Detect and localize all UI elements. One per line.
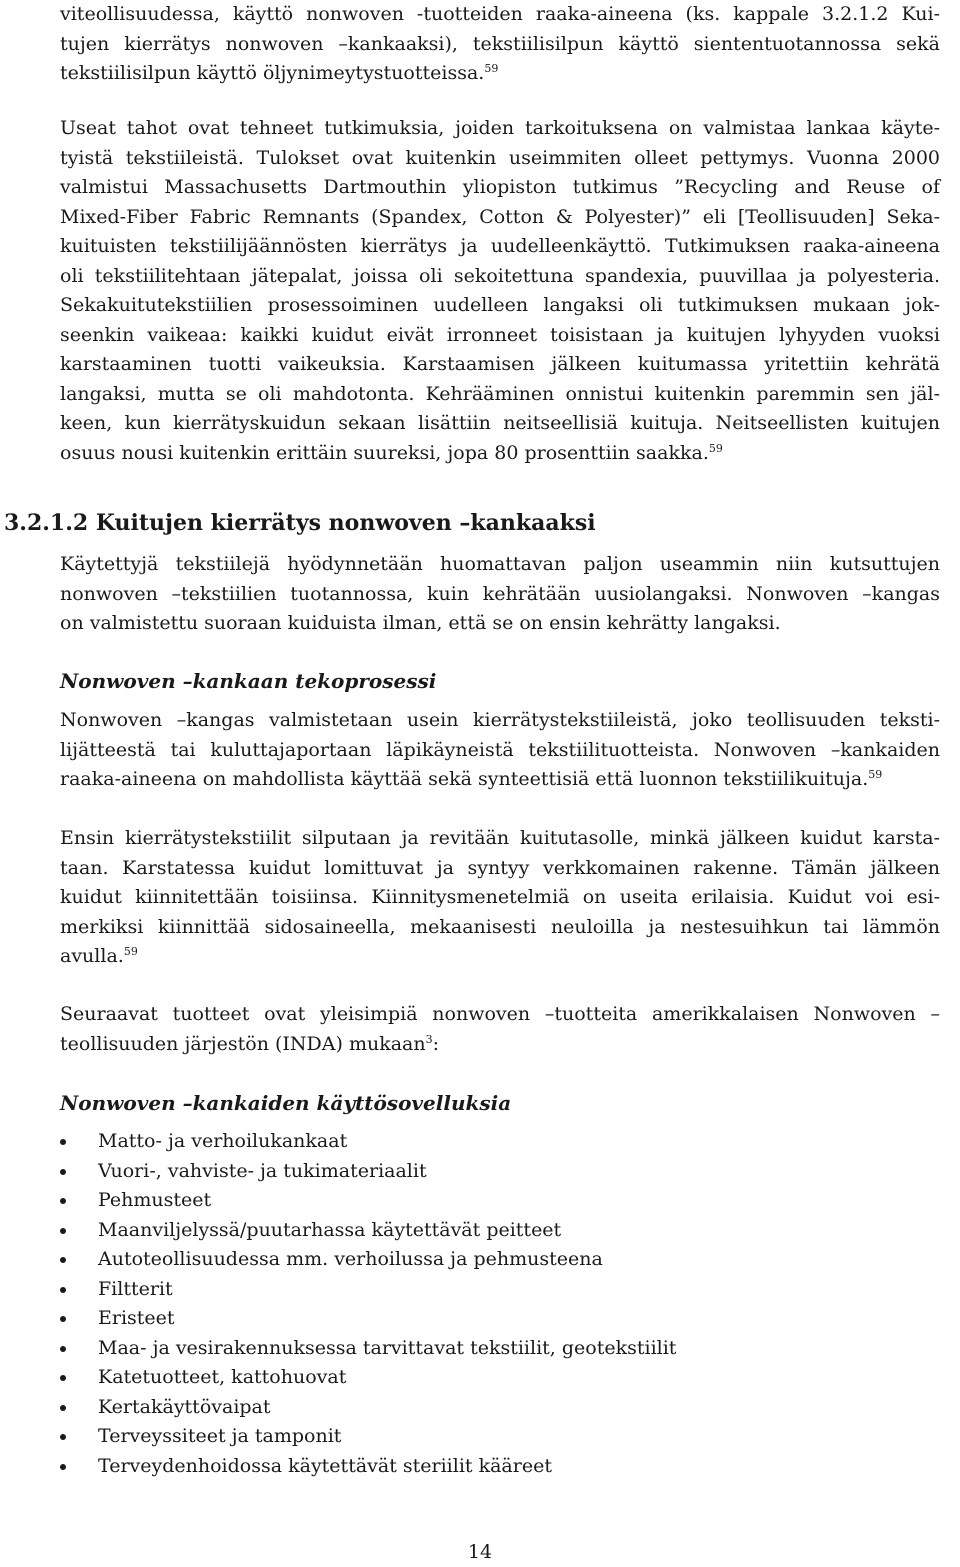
paragraph-process — [60, 706, 940, 795]
bullet-icon — [60, 1228, 66, 1234]
list-item: Eristeet — [60, 1304, 940, 1334]
list-item: Terveyssiteet ja tamponit — [60, 1422, 940, 1452]
bullet-icon — [60, 1316, 66, 1322]
text-line: Käytettyjä tekstiilejä hyödynnetään huomattavan paljon useammin niin kutsuttujen — [60, 553, 940, 575]
text-line: Mixed-Fiber Fabric Remnants (Spandex, Cotton & Polyester)” eli [Teollisuuden] Seka- — [60, 205, 940, 228]
applications-list — [60, 1127, 940, 1481]
list-item: Katetuotteet, kattohuovat — [60, 1363, 940, 1393]
list-item: Kertakäyttövaipat — [60, 1393, 940, 1423]
bullet-icon — [60, 1346, 66, 1352]
list-item: Vuori-, vahviste- ja tukimateriaalit — [60, 1157, 940, 1187]
footnote-ref: 3 — [425, 1032, 433, 1046]
bullet-icon — [60, 1198, 66, 1204]
bullet-icon — [60, 1464, 66, 1470]
text-line: teollisuuden järjestön (INDA) mukaan$^3$: — [60, 1032, 440, 1055]
list-item: Matto- ja verhoilukankaat — [60, 1127, 940, 1157]
text-line: tujen kierrätys nonwoven –kankaaksi), tekstiilisilpun käyttö siententuotannossa sekä — [60, 32, 940, 55]
list-item: Maanviljelyssä/puutarhassa käytettävät peitteet — [60, 1216, 940, 1246]
paragraph-products-intro — [60, 1000, 940, 1059]
text-line: tekstiilisilpun käyttö öljynimeytystuotteissa.$^{59}$ — [60, 62, 499, 84]
bullet-icon — [60, 1139, 66, 1145]
paragraph-nonwoven-intro — [60, 550, 940, 639]
text-line: tyistä tekstiileistä. Tulokset ovat kuitenkin useimmiten olleet pettymys. Vuonna 2000 — [60, 146, 940, 169]
text-line: karstaaminen tuotti vaikeuksia. Karstaamisen jälkeen kuitumassa yritettiin kehrätä — [60, 353, 940, 375]
text-line: on valmistettu suoraan kuiduista ilman, että se on ensin kehrätty langaksi. — [60, 612, 781, 634]
bullet-icon — [60, 1405, 66, 1411]
text-line: Seuraavat tuotteet ovat yleisimpiä nonwoven –tuotteita amerikkalaisen Nonwoven – — [60, 1003, 940, 1025]
paragraph-process-steps — [60, 824, 940, 972]
text-line: Nonwoven –kangas valmistetaan usein kierrätystekstiileistä, joko teollisuuden teksti- — [60, 709, 940, 731]
text-line: lijätteestä tai kuluttajaportaan läpikäyneistä tekstiilituotteista. Nonwoven –kankaiden — [60, 738, 940, 761]
text-line: taan. Karstatessa kuidut lomittuvat ja syntyy verkkomainen rakenne. Tämän jälkeen — [60, 856, 940, 879]
list-item: Terveydenhoidossa käytettävät steriilit kääreet — [60, 1452, 940, 1482]
bullet-icon — [60, 1287, 66, 1293]
footnote-ref: 59 — [708, 441, 723, 455]
text-line: Ensin kierrätystekstiilit silputaan ja revitään kuitutasolle, minkä jälkeen kuidut karsta- — [60, 827, 940, 849]
list-item: Pehmusteet — [60, 1186, 940, 1216]
paragraph-research — [60, 114, 940, 468]
paragraph-intro — [60, 0, 940, 89]
text-line: nonwoven –tekstiilien tuotannossa, kuin kehrätään uusiolangaksi. Nonwoven –kangas — [60, 582, 940, 605]
list-item: Maa- ja vesirakennuksessa tarvittavat tekstiilit, geotekstiilit — [60, 1334, 940, 1364]
text-line: raaka-aineena on mahdollista käyttää sekä synteettisiä että luonnon tekstiilikuituja.$^{59}$ — [60, 768, 883, 790]
text-line: osuus nousi kuitenkin erittäin suureksi, jopa 80 prosenttiin saakka.$^{59}$ — [60, 441, 723, 464]
text-line: kuidut kiinnitettään toisiinsa. Kiinnitysmenetelmiä on useita erilaisia. Kuidut voi esi- — [60, 886, 940, 908]
text-line: valmistui Massachusetts Dartmouthin yliopiston tutkimus ”Recycling and Reuse of — [60, 176, 940, 198]
subsection-heading: Nonwoven –kankaiden käyttösovelluksia — [60, 1091, 512, 1115]
applications-list-wrap — [60, 1127, 940, 1481]
bullet-icon — [60, 1169, 66, 1175]
bullet-icon — [60, 1434, 66, 1440]
text-line: merkiksi kiinnittää sidosaineella, mekaanisesti neuloilla ja nestesuihkun tai lämmön — [60, 915, 940, 938]
footnote-ref: 59 — [868, 768, 883, 781]
footnote-ref: 59 — [484, 62, 499, 75]
text-line: oli tekstiilitehtaan jätepalat, joissa oli sekoitettuna spandexia, puuvillaa ja polyesteria. — [60, 264, 940, 287]
text-line: keen, kun kierrätyskuidun sekaan lisättiin neitseellisiä kuituja. Neitseellisten kuitujen — [60, 412, 940, 434]
page-number: 14 — [467, 1541, 493, 1563]
list-item: Autoteollisuudessa mm. verhoilussa ja pehmusteena — [60, 1245, 940, 1275]
section-heading: 3.2.1.2 Kuitujen kierrätys nonwoven –kankaaksi — [4, 510, 596, 536]
text-line: langaksi, mutta se oli mahdotonta. Kehrääminen onnistui kuitenkin paremmin sen jäl- — [60, 382, 940, 405]
text-line: seenkin vaikeaa: kaikki kuidut eivät irronneet toisistaan ja kuitujen lyhyyden vuoksi — [60, 323, 940, 346]
text-line: viteollisuudessa, käyttö nonwoven -tuotteiden raaka-aineena (ks. kappale 3.2.1.2 Kui- — [60, 3, 940, 25]
footnote-ref: 59 — [123, 945, 138, 958]
bullet-icon — [60, 1257, 66, 1263]
list-item: Filtterit — [60, 1275, 940, 1305]
text-line: Sekakuitutekstiilien prosessoiminen uudelleen langaksi oli tutkimuksen mukaan jok- — [60, 294, 940, 316]
subsection-heading: Nonwoven –kankaan tekoprosessi — [60, 669, 437, 693]
bullet-icon — [60, 1375, 66, 1381]
text-line: Useat tahot ovat tehneet tutkimuksia, joiden tarkoituksena on valmistaa lankaa käyte- — [60, 117, 940, 139]
text-line: avulla.$^{59}$ — [60, 945, 138, 967]
text-line: kuituisten tekstiilijäännösten kierrätys ja uudelleenkäyttö. Tutkimuksen raaka-aineena — [60, 235, 940, 257]
